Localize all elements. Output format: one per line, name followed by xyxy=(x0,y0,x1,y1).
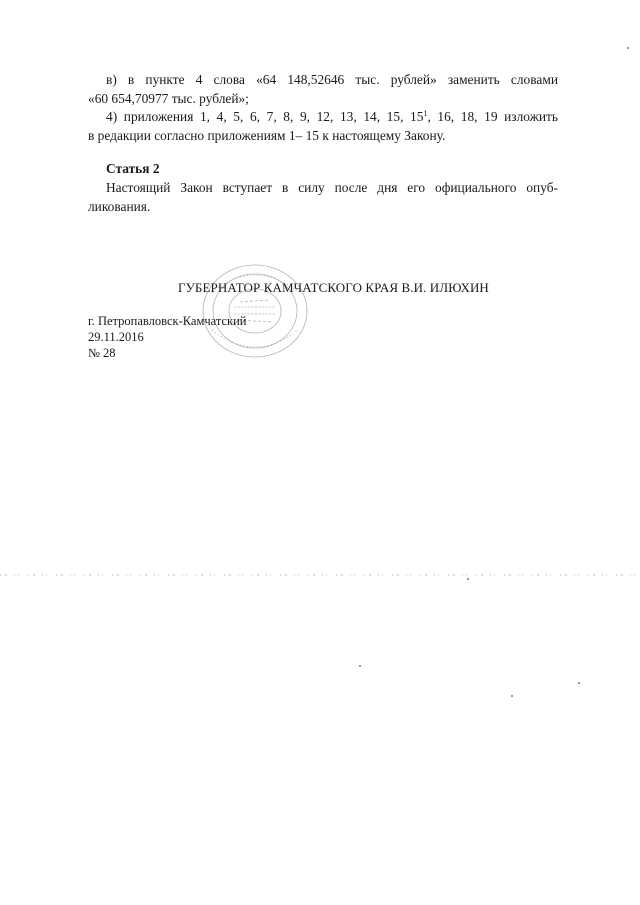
article-2-heading: Статья 2 xyxy=(106,161,160,176)
item-v-line2: «60 654,70977 тыс. рублей»; xyxy=(88,91,249,106)
scan-speck xyxy=(467,578,469,580)
law-number: № 28 xyxy=(88,346,116,360)
scan-speck xyxy=(511,695,513,697)
scan-speck xyxy=(578,682,580,684)
scan-speck xyxy=(627,47,629,49)
item-4-line1 xyxy=(88,107,558,126)
official-seal-icon xyxy=(200,262,310,360)
article-2-line2: ликования. xyxy=(88,199,151,214)
item-4-text-pre: 4) приложения 1, 4, 5, 6, 7, 8, 9, 12, 13, 14, 15, 15 xyxy=(106,109,424,124)
scan-artifact-line xyxy=(0,574,640,576)
article-2-line1: Настоящий Закон вступает в силу после дня его официального опуб- xyxy=(106,180,558,195)
item-4-line2: в редакции согласно приложениям 1– 15 к настоящему Закону. xyxy=(88,128,446,143)
governor-signature: ГУБЕРНАТОР КАМЧАТСКОГО КРАЯ В.И. ИЛЮХИН xyxy=(178,280,489,295)
scan-speck xyxy=(359,665,361,667)
signing-date: 29.11.2016 xyxy=(88,330,144,344)
item-4-superscript: 1 xyxy=(423,109,428,118)
item-v-line1: в) в пункте 4 слова «64 148,52646 тыс. рублей» заменить словами xyxy=(106,72,558,87)
place-of-signing: г. Петропавловск-Камчатский xyxy=(88,314,247,328)
item-4-text-post: , 16, 18, 19 изложить xyxy=(427,109,559,124)
